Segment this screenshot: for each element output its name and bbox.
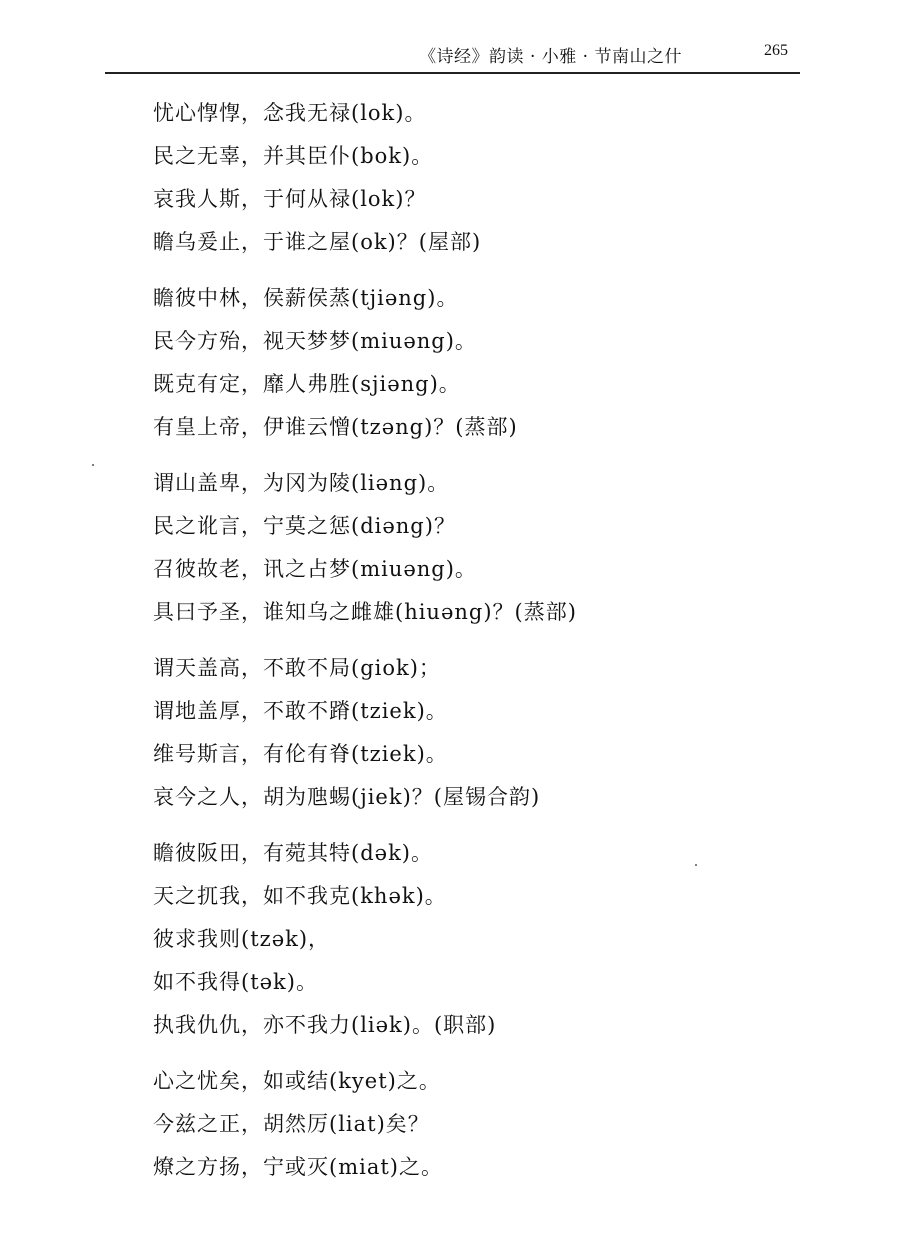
verse-line: 如不我得(tək)。 bbox=[153, 970, 318, 994]
verse-line: 燎之方扬，宁或灭(miat)之。 bbox=[153, 1155, 443, 1179]
verse-line: 心之忧矣，如或结(kyet)之。 bbox=[153, 1069, 441, 1093]
verse-line: 哀我人斯，于何从禄(lok)？ bbox=[153, 187, 427, 211]
verse-line: 瞻彼阪田，有菀其特(dək)。 bbox=[153, 841, 433, 865]
stanza-6 bbox=[153, 1064, 803, 1193]
verse-line: 有皇上帝，伊谁云憎(tzəng)？(蒸部) bbox=[153, 415, 518, 439]
header-title: 《诗经》韵读 · 小雅 · 节南山之什 bbox=[419, 47, 682, 67]
verse-line: 天之扤我，如不我克(khək)。 bbox=[153, 884, 447, 908]
scan-speck bbox=[695, 864, 697, 866]
stanza-2 bbox=[153, 281, 803, 453]
verse-line: 召彼故老，讯之占梦(miuəng)。 bbox=[153, 557, 477, 581]
stanza-5 bbox=[153, 836, 803, 1051]
verse-line: 谓天盖高，不敢不局(giok)； bbox=[153, 656, 441, 680]
verse-line: 瞻彼中林，侯薪侯蒸(tjiəng)。 bbox=[153, 286, 459, 310]
running-header bbox=[105, 38, 800, 74]
verse-line: 谓地盖厚，不敢不蹐(tziek)。 bbox=[153, 699, 448, 723]
poem-body bbox=[153, 96, 803, 1206]
stanza-3 bbox=[153, 466, 803, 638]
verse-line: 哀今之人，胡为虺蜴(jiek)？(屋锡合韵) bbox=[153, 785, 541, 809]
page-number: 265 bbox=[764, 42, 788, 59]
verse-line: 忧心惸惸，念我无禄(lok)。 bbox=[153, 101, 427, 125]
verse-line: 民之无辜，并其臣仆(bok)。 bbox=[153, 144, 434, 168]
stanza-4 bbox=[153, 651, 803, 823]
stanza-1 bbox=[153, 96, 803, 268]
verse-line: 具曰予圣，谁知乌之雌雄(hiuəng)？(蒸部) bbox=[153, 600, 577, 624]
verse-line: 执我仇仇，亦不我力(liək)。(职部) bbox=[153, 1013, 497, 1037]
verse-line: 彼求我则(tzək)， bbox=[153, 927, 331, 951]
verse-line: 民之讹言，宁莫之惩(diəng)？ bbox=[153, 514, 456, 538]
verse-line: 今兹之正，胡然厉(liat)矣？ bbox=[153, 1112, 430, 1136]
verse-line: 维号斯言，有伦有脊(tziek)。 bbox=[153, 742, 448, 766]
verse-line: 既克有定，靡人弗胜(sjiəng)。 bbox=[153, 372, 461, 396]
verse-line: 瞻乌爰止，于谁之屋(ok)？(屋部) bbox=[153, 230, 482, 254]
verse-line: 谓山盖卑，为冈为陵(liəng)。 bbox=[153, 471, 450, 495]
verse-line: 民今方殆，视天梦梦(miuəng)。 bbox=[153, 329, 477, 353]
scan-speck bbox=[92, 464, 94, 466]
